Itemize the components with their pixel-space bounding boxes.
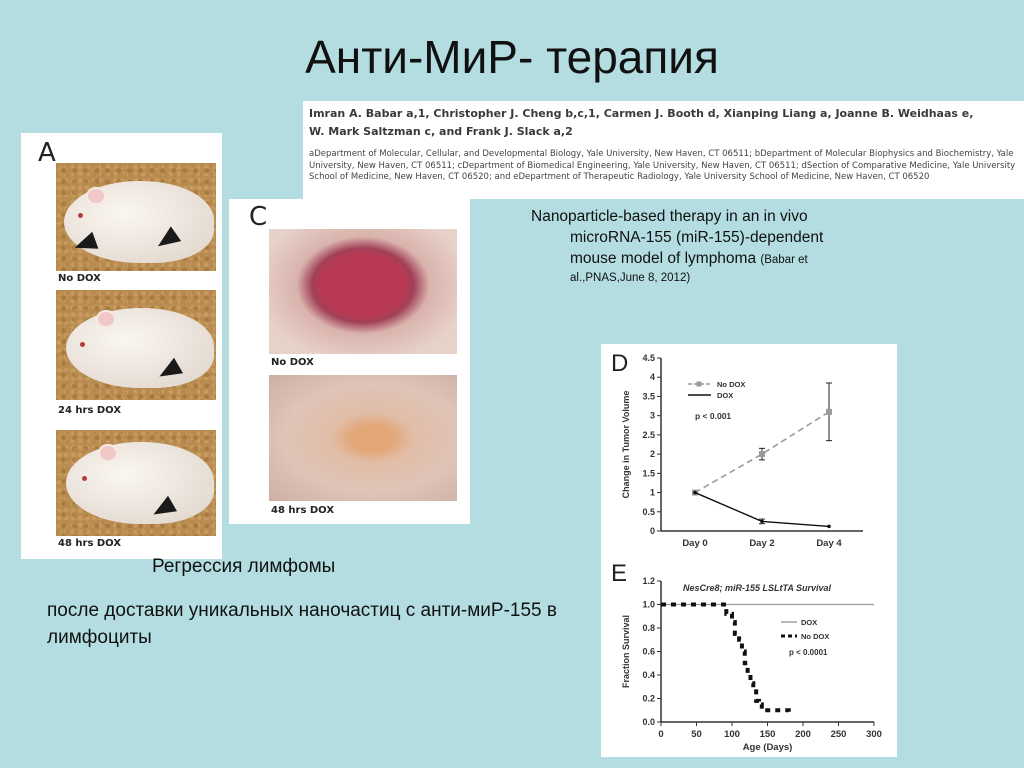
- chart-d-point: [759, 451, 765, 457]
- chart-e-x-tick-label: 300: [866, 729, 882, 740]
- chart-e-x-tick-label: 150: [759, 729, 776, 740]
- caption-delivery: после доставки уникальных наночастиц с анти-миР-155 в лимфоциты: [47, 600, 557, 648]
- chart-e-x-tick-label: 200: [795, 729, 811, 740]
- description-line-1: Nanoparticle-based therapy in an in vivo: [531, 208, 808, 225]
- citation-panel: [303, 101, 1024, 199]
- chart-e-legend-label: No DOX: [801, 632, 830, 641]
- chart-e-y-tick-label: 0.6: [642, 646, 655, 657]
- chart-d-y-tick-label: 4.5: [642, 353, 655, 363]
- mouse-photo-48hrs-dox: [56, 430, 216, 536]
- chart-d-x-tick-label: Day 2: [749, 538, 775, 549]
- chart-d-point: [760, 520, 764, 524]
- chart-e-y-axis-label: Fraction Survival: [621, 614, 631, 689]
- tumor-volume-chart: [621, 353, 863, 549]
- figure-panel-c: [229, 199, 470, 524]
- description-line-3-small: (Babar et: [760, 254, 808, 266]
- chart-d-y-axis-label: Change in Tumor Volume: [621, 390, 631, 499]
- chart-e-y-tick-label: 1.2: [642, 576, 655, 586]
- chart-d-legend-label: DOX: [717, 391, 734, 400]
- chart-d-y-tick-label: 2: [649, 449, 655, 460]
- chart-d-y-tick-label: 1.5: [642, 468, 655, 479]
- caption-regression: Регрессия лимфомы: [152, 556, 336, 577]
- chart-e-title: NesCre8; miR-155 LSLtTA Survival: [683, 583, 832, 593]
- description-line-2: microRNA-155 (miR-155)-dependent: [570, 229, 824, 246]
- chart-d-y-tick-label: 0.5: [642, 506, 655, 517]
- mouse-photo-no-dox: [56, 163, 216, 271]
- chart-e-x-axis-label: Age (Days): [742, 742, 793, 753]
- panel-c-label-no-dox: No DOX: [271, 357, 314, 368]
- description-line-3-main: mouse model of lymphoma: [570, 250, 761, 267]
- chart-d-y-tick-label: 1: [649, 487, 655, 498]
- tumor-photo-no-dox: [269, 229, 457, 354]
- figure-panel-a: [21, 133, 222, 559]
- chart-e-x-tick-label: 50: [691, 729, 702, 740]
- figure-panel-de: [601, 344, 897, 757]
- chart-d-x-tick-label: Day 4: [816, 538, 842, 549]
- paper-description: [531, 206, 911, 285]
- chart-e-x-tick-label: 0: [658, 729, 664, 740]
- chart-e-x-tick-label: 250: [830, 729, 847, 740]
- chart-d-x-tick-label: Day 0: [682, 538, 708, 549]
- chart-e-y-tick-label: 0.0: [642, 717, 655, 727]
- chart-d-y-tick-label: 4: [649, 372, 655, 383]
- chart-d-point: [827, 525, 831, 529]
- chart-e-y-tick-label: 0.4: [642, 670, 655, 680]
- panel-d-letter: D: [611, 350, 629, 377]
- chart-e-series-line: [661, 605, 789, 717]
- panel-a-label-no-dox: No DOX: [58, 273, 101, 284]
- description-line-3: [531, 248, 911, 271]
- chart-e-y-tick-label: 1.0: [642, 599, 655, 610]
- panel-e-letter: E: [611, 560, 628, 587]
- panel-a-letter: A: [38, 138, 56, 168]
- chart-d-annotation: p < 0.001: [695, 411, 732, 421]
- chart-e-x-tick-label: 100: [724, 729, 740, 740]
- chart-d-y-tick-label: 3.5: [642, 391, 655, 402]
- panel-a-label-48hrs-dox: 48 hrs DOX: [58, 538, 122, 549]
- charts-svg: [601, 344, 897, 757]
- chart-e-legend-label: DOX: [801, 618, 818, 627]
- tumor-photo-48hrs-dox: [269, 375, 457, 501]
- chart-d-point: [693, 491, 697, 495]
- description-line-4: al.,PNAS,June 8, 2012): [570, 272, 691, 284]
- chart-d-y-tick-label: 0: [649, 526, 655, 536]
- authors-line-2: W. Mark Saltzman c, and Frank J. Slack a,2: [309, 125, 573, 138]
- chart-e-y-tick-label: 0.2: [642, 693, 655, 704]
- panel-c-letter: C: [249, 202, 268, 232]
- chart-d-y-tick-label: 2.5: [642, 429, 655, 440]
- mouse-photo-24hrs-dox: [56, 290, 216, 400]
- chart-d-point: [826, 409, 832, 415]
- survival-chart: [621, 576, 882, 753]
- chart-e-y-tick-label: 0.8: [642, 623, 655, 633]
- chart-d-legend-label: No DOX: [717, 380, 746, 389]
- chart-d-legend-marker: [697, 382, 702, 387]
- chart-e-annotation: p < 0.0001: [789, 648, 828, 657]
- panel-a-label-24hrs-dox: 24 hrs DOX: [58, 405, 122, 416]
- panel-c-label-48hrs-dox: 48 hrs DOX: [271, 505, 335, 516]
- citation-affiliations: aDepartment of Molecular, Cellular, and Developmental Biology, Yale University, New Haven, CT 06511; bDepartment of Molecular Biophysics and Biochemistry, Yale University, New Haven, CT 06511; cDepartment of Biomedical Engineering, Yale University, New Haven, CT 06511; dSection of Comparative Medicine, Yale University School of Medicine, New Haven, CT 06520; and eDepartment of Therapeutic Radiology, Yale University School of Medicine, New Haven, CT 06520: [309, 149, 1016, 182]
- authors-line-1: Imran A. Babar a,1, Christopher J. Cheng b,c,1, Carmen J. Booth d, Xianping Liang a, Joanne B. Weidhaas e,: [309, 107, 974, 120]
- slide-title: Анти-МиР- терапия: [305, 31, 719, 83]
- chart-d-y-tick-label: 3: [649, 410, 655, 421]
- citation-authors: [309, 105, 1014, 141]
